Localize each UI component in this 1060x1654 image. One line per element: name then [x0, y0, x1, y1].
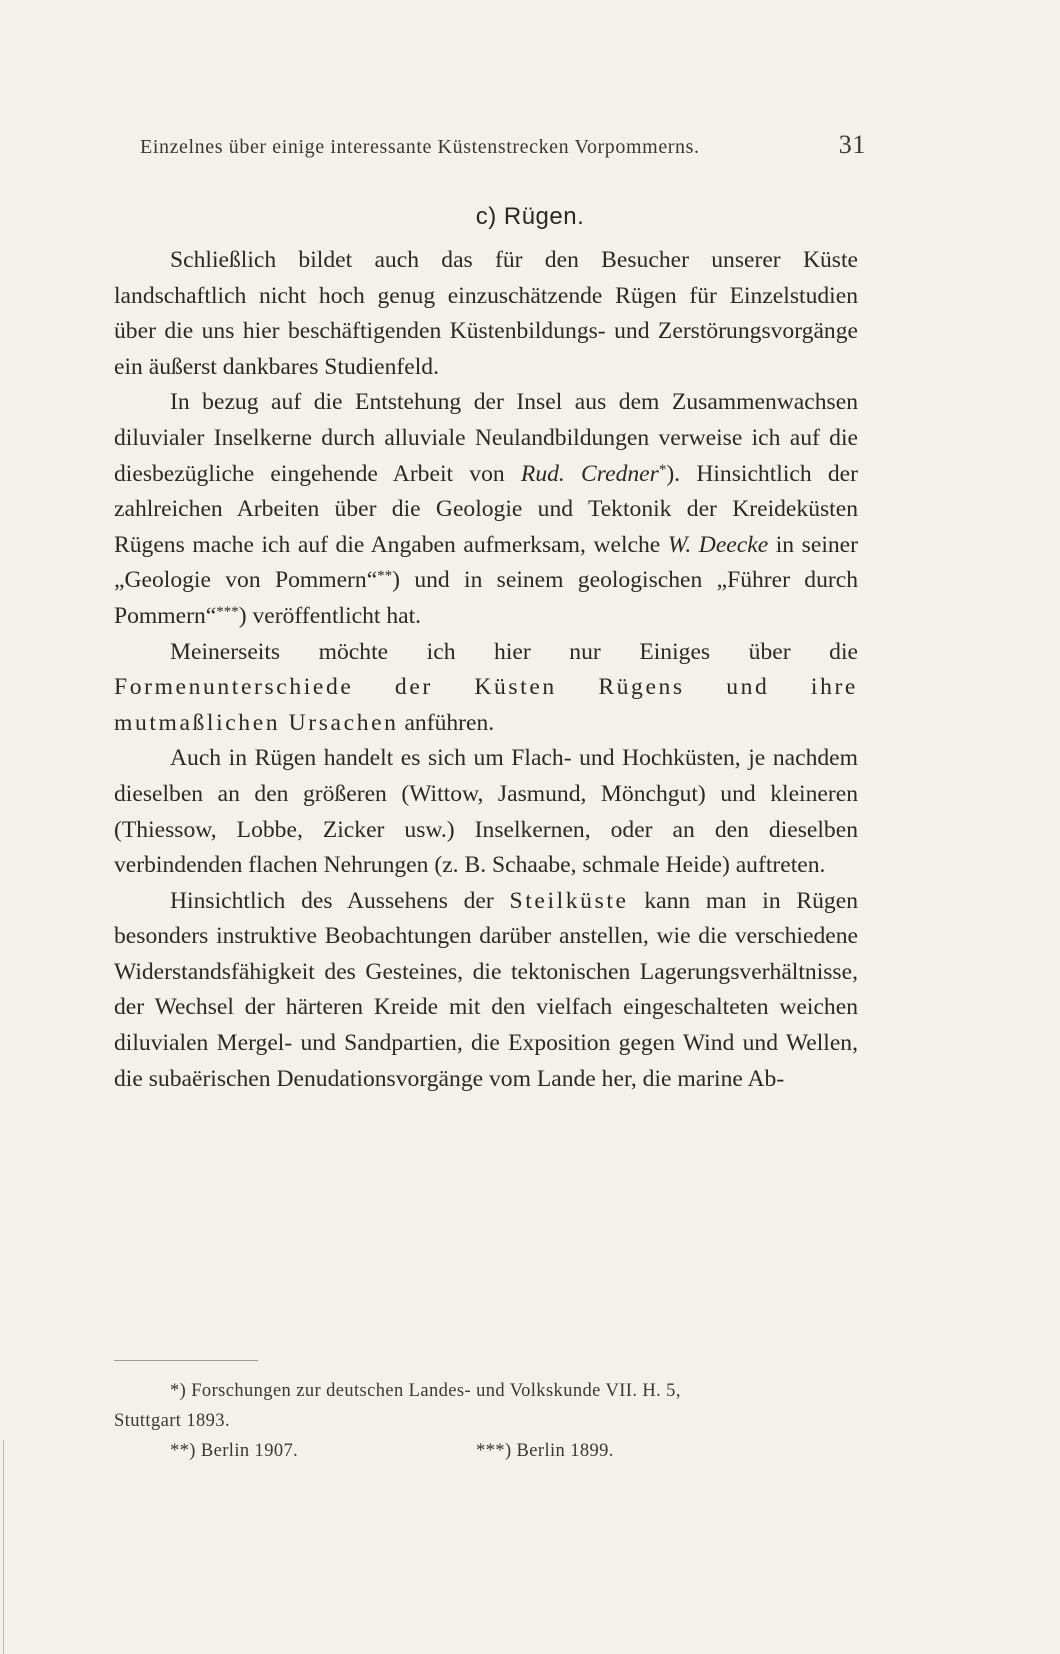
paragraph-2-part-3: in seiner „Geologie von Pommern“	[114, 531, 859, 594]
spaced-emphasis-steilkueste: Steilküste	[509, 887, 629, 914]
footnote-2: **) Berlin 1907.	[170, 1441, 299, 1461]
footnote-3: ***) Berlin 1899.	[476, 1441, 614, 1461]
author-deecke: W. Deecke	[667, 531, 769, 558]
paragraph-5	[114, 884, 858, 1098]
page-number: 31	[838, 130, 866, 159]
paragraph-4-text: Auch in Rügen handelt es sich um Flach- und Hochküsten, je nachdem dieselben an den größeren (Wittow, Jasmund, Mönchgut) und kleineren (Thiessow, Lobbe, Zicker usw.) Inselkernen, oder an den dieselben verbindenden flachen Nehrungen (z. B. Schaabe, schmale Heide) auftreten.	[114, 745, 858, 879]
footnote-mark-3: ***	[216, 603, 239, 620]
paragraph-1-text: Schließlich bildet auch das für den Besucher unserer Küste landschaftlich nicht hoch genug einzuschätzende Rügen für Einzelstudien über die uns hier beschäftigenden Küstenbildungs- und Zerstörungsvorgänge ein äußerst dankbares Studienfeld.	[114, 247, 858, 380]
footnotes	[114, 1376, 858, 1466]
section-heading: c) Rügen.	[475, 203, 585, 230]
paragraph-2-part-2: ). Hinsichtlich der zahlreichen Arbeiten über die Geologie und Tektonik der Kreideküsten Rügens mache ich auf die Angaben aufmerksam, welche	[114, 460, 859, 558]
paragraph-5-part-2: kann man in Rügen besonders instruktive Beobachtungen darüber anstellen, wie die verschiedene Widerstandsfähigkeit des Gesteines, die tektonischen Lagerungsverhältnisse, der Wechsel der härteren Kreide mit den vielfach eingeschalteten weichen diluvialen Mergel- und Sandpartien, die Exposition gegen Wind und Wellen, die subaërischen Denudationsvorgänge vom Lande her, die marine Ab-	[114, 887, 858, 1092]
paragraph-4	[114, 741, 858, 883]
footnote-rule	[114, 1360, 258, 1361]
scan-edge-line	[3, 1440, 4, 1654]
paragraph-2	[114, 385, 858, 634]
running-title: Einzelnes über einige interessante Küstenstrecken Vorpommerns.	[140, 136, 700, 158]
footnote-row	[114, 1436, 858, 1466]
paragraph-1	[114, 243, 858, 385]
author-credner: Rud. Credner	[520, 460, 659, 487]
paragraph-3-part-2: anführen.	[398, 709, 495, 736]
paragraph-2-part-4: ) und in seinem geologischen „Führer durch Pommern“	[114, 567, 858, 629]
spaced-emphasis: Formenunterschiede der Küsten Rügens und ihre mutmaßlichen Ursachen	[114, 674, 858, 736]
footnote-1-line-2: Stuttgart 1893.	[114, 1411, 230, 1431]
footnote-1-line-1: *) Forschungen zur deutschen Landes- und Volkskunde VII. H. 5,	[170, 1381, 681, 1401]
paragraph-5-part-1: Hinsichtlich des Aussehens der	[170, 887, 510, 914]
paragraph-2-part-5: ) veröffentlicht hat.	[238, 602, 422, 629]
running-header	[140, 130, 866, 160]
footnote-mark-1: *	[658, 461, 667, 478]
footnote-mark-2: **	[377, 568, 393, 585]
paragraph-2-part-1: In bezug auf die Entstehung der Insel aus dem Zusammenwachsen diluvialer Inselkerne durch alluviale Neulandbildungen verweise ich auf die diesbezügliche eingehende Arbeit von	[114, 389, 858, 487]
paragraph-3-part-1: Meinerseits möchte ich hier nur Einiges über die	[170, 638, 858, 665]
body-text	[114, 243, 858, 1097]
paragraph-3	[114, 635, 858, 742]
